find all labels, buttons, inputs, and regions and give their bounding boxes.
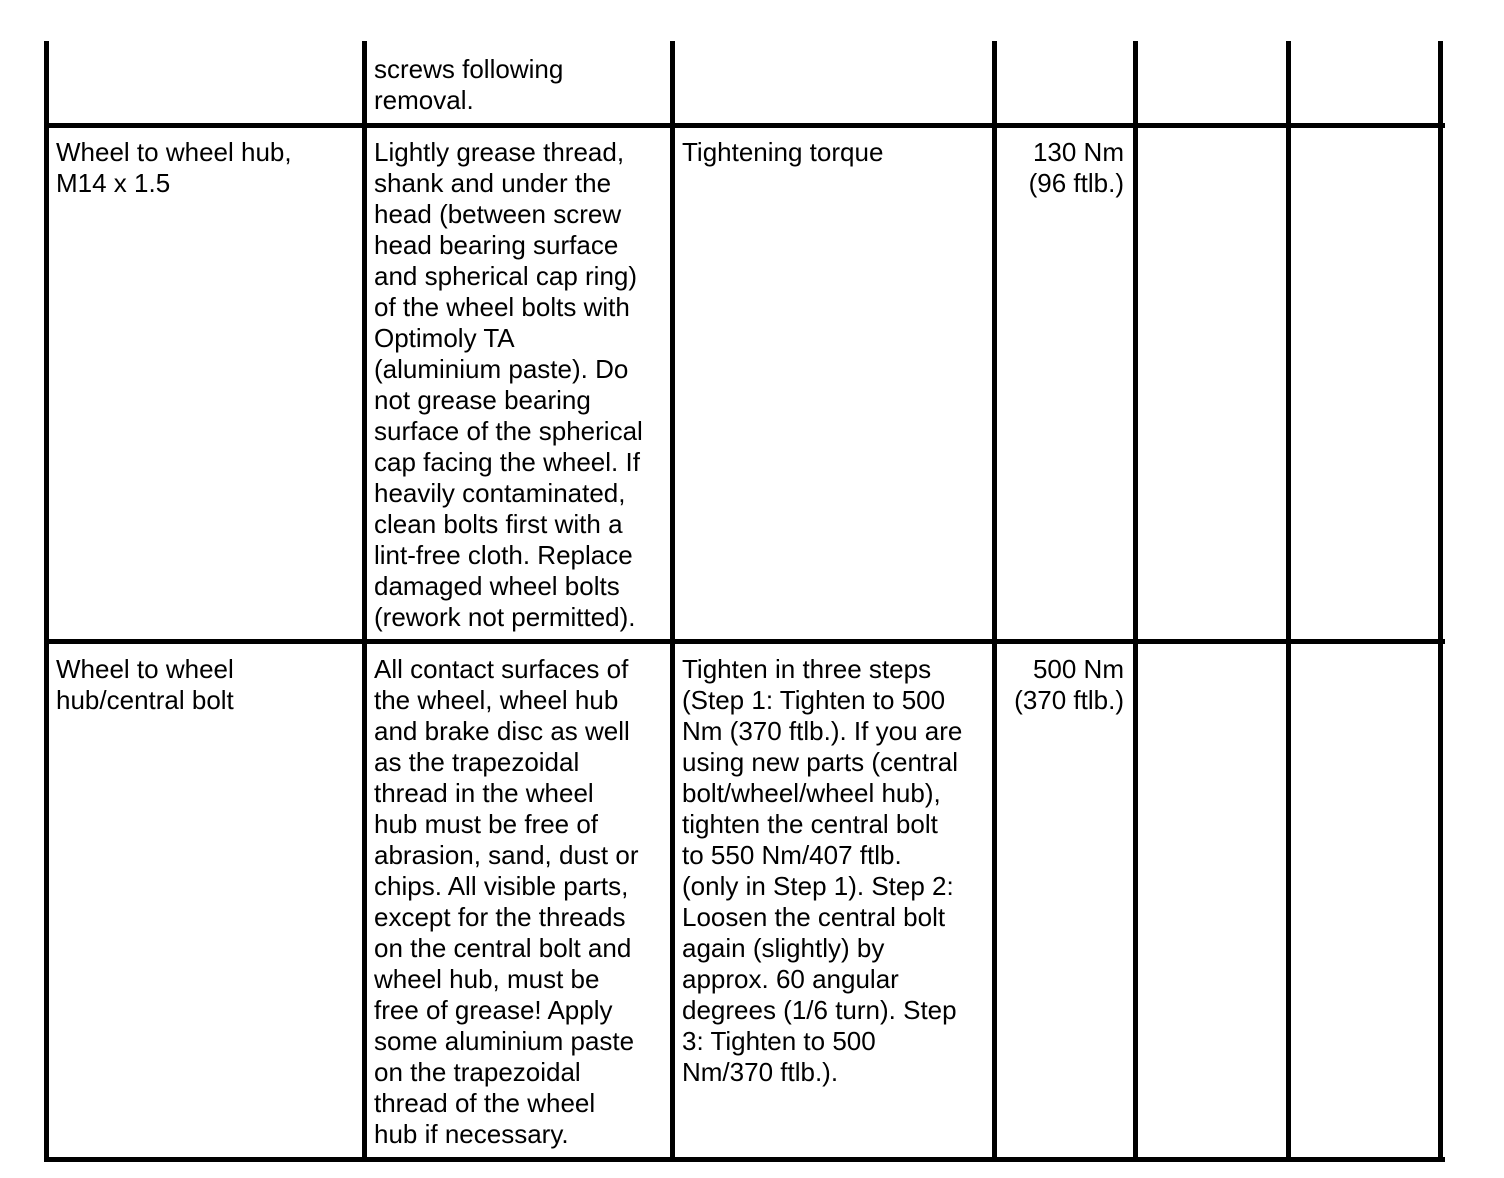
column-divider [362, 41, 367, 1162]
table-cell-procedure: Tightening torque [682, 137, 884, 167]
table-cell-value: 130 Nm (96 ftlb.) [1028, 137, 1124, 198]
row-divider [44, 1157, 1445, 1162]
column-divider [1286, 41, 1291, 1162]
row-divider [44, 639, 1445, 644]
column-divider [1133, 41, 1138, 1162]
column-divider [992, 41, 997, 1162]
table-cell-component: Wheel to wheel hub, M14 x 1.5 [56, 137, 292, 198]
column-divider [44, 41, 49, 1162]
table-cell-note: screws following removal. [374, 54, 564, 115]
column-divider [1438, 41, 1443, 1162]
table-cell-procedure: Tighten in three steps (Step 1: Tighten to 500 Nm (370 ftlb.). If you are using new parts (central bolt/wheel/wheel hub), tighten the central bolt to 550 Nm/407 ftlb. (only in Step 1). Step 2: Loosen the central bolt again (slightly) by approx. 60 angular degrees (1/6 turn). Step 3: Tighten to 500 Nm/370 ftlb.). [682, 654, 963, 1087]
table-cell-note: All contact surfaces of the wheel, wheel hub and brake disc as well as the trapezoidal thread in the wheel hub must be free of abrasion, sand, dust or chips. All visible parts, except for the threads on the central bolt and wheel hub, must be free of grease! Apply some aluminium paste on the trapezoidal thread of the wheel hub if necessary. [374, 654, 639, 1149]
row-divider [44, 123, 1445, 128]
column-divider [670, 41, 675, 1162]
table-cell-note: Lightly grease thread, shank and under the head (between screw head bearing surface and spherical cap ring) of the wheel bolts with Optimoly TA (aluminium paste). Do not grease bearing surface of the spherical cap facing the wheel. If heavily contaminated, clean bolts first with a lint-free cloth. Replace damaged wheel bolts (rework not permitted). [374, 137, 643, 632]
table-cell-component: Wheel to wheel hub/central bolt [56, 654, 234, 715]
table-cell-value: 500 Nm (370 ftlb.) [1014, 654, 1124, 715]
